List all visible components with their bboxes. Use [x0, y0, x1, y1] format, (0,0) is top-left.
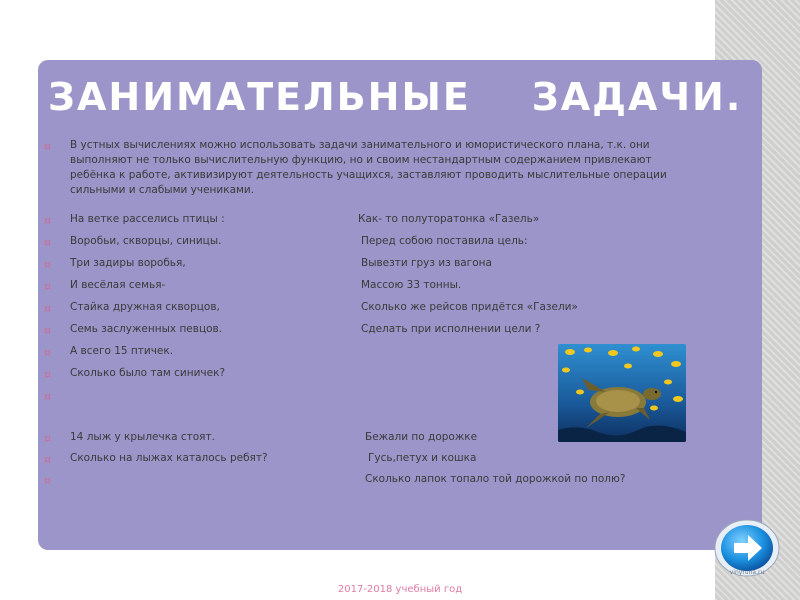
poem-line	[38, 234, 738, 250]
poem-line	[38, 300, 738, 316]
poem-right-text: Вывезти груз из вагона	[361, 257, 492, 269]
poem-left-text: Стайка дружная скворцов,	[70, 301, 220, 313]
poem-left-text: Сколько на лыжах каталось ребят?	[70, 452, 268, 464]
poem-line	[38, 256, 738, 272]
poem-left-text: Воробьи, скворцы, синицы.	[70, 235, 222, 247]
bullet-icon: ¤	[44, 474, 51, 487]
slide-title: ЗАНИМАТЕЛЬНЫЕ ЗАДАЧИ.	[48, 75, 743, 119]
content-panel	[38, 60, 762, 550]
poem-left-text: И весёлая семья-	[70, 279, 166, 291]
bullet-icon: ¤	[44, 236, 51, 249]
poem-right-text: Массою 33 тонны.	[361, 279, 462, 291]
poem-left-text: Сколько было там синичек?	[70, 367, 226, 379]
poem-right-text: Как- то полуторатонка «Газель»	[358, 213, 540, 225]
poem-left-text: На ветке расселись птицы :	[70, 213, 225, 225]
sea-turtle-image	[558, 344, 686, 442]
poem-left-text: А всего 15 птичек.	[70, 345, 174, 357]
bullet-icon: ¤	[44, 302, 51, 315]
footer-year: 2017-2018 учебный год	[337, 584, 463, 595]
poem-line	[38, 472, 738, 488]
poem-right-text: Сколько лапок топало той дорожкой по полю?	[365, 473, 626, 485]
poem-right-text: Сколько же рейсов придётся «Газели»	[361, 301, 578, 313]
poem-right-text: Бежали по дорожке	[365, 431, 478, 443]
poem-line	[38, 322, 738, 338]
poem-line	[38, 278, 738, 294]
bullet-icon: ¤	[44, 432, 51, 445]
bullet-icon: ¤	[44, 280, 51, 293]
poem-left-text: Три задиры воробья,	[70, 257, 186, 269]
bullet-icon: ¤	[44, 214, 51, 227]
next-slide-button[interactable]	[712, 518, 782, 580]
intro-text: В устных вычислениях можно использовать задачи занимательного и юмористического плана, т.к. они выполняют не только вычислительную функцию, но и своим нестандартным содержанием привлекают ребёнка к работе, активизируют деятельность учащихся, заставляют проводить мыслительные операции сильными и слабыми учениками.	[70, 139, 667, 196]
poem-line	[38, 451, 738, 467]
bullet-icon: ¤	[44, 368, 51, 381]
bullet-icon: ¤	[44, 453, 51, 466]
bullet-icon: ¤	[44, 140, 51, 153]
sea-turtle-illustration	[558, 344, 686, 442]
poem-right-text: Сделать при исполнении цели ?	[361, 323, 541, 335]
bullet-icon: ¤	[44, 346, 51, 359]
poem-line	[38, 212, 738, 228]
poem-right-text: Перед собою поставила цель:	[361, 235, 528, 247]
button-caption: vinyruna.ru	[729, 569, 765, 576]
bullet-icon: ¤	[44, 258, 51, 271]
poem-left-text: 14 лыж у крылечка стоят.	[70, 431, 215, 443]
arrow-right-icon	[712, 518, 782, 580]
bullet-icon: ¤	[44, 324, 51, 337]
bullet-icon: ¤	[44, 390, 51, 403]
poem-right-text: Гусь,петух и кошка	[368, 452, 477, 464]
poem-left-text: Семь заслуженных певцов.	[70, 323, 223, 335]
